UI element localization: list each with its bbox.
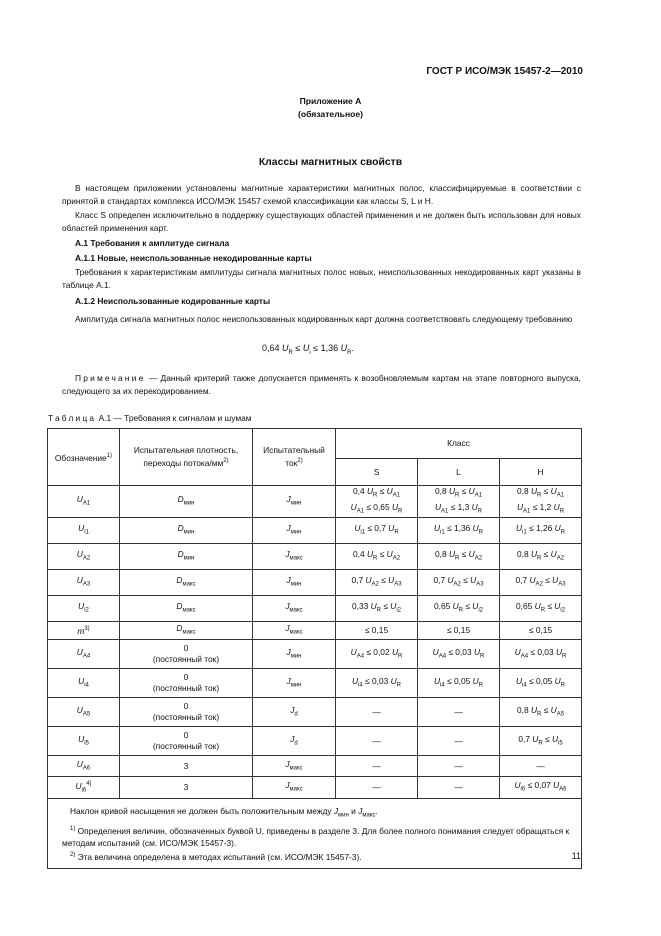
section-a12-text: Амплитуда сигнала магнитных полос неиспользованных кодированных карт должна соответствовать следующему требованию xyxy=(75,314,573,324)
table-row: $U_{i2}$ $D_{макс}$ $J_{макс}$ 0,33 $U_R \le U_{i2}$ 0,65 $U_R \le U_{i2}$ 0,65 $U_R \le U_{i2}$ xyxy=(48,596,582,622)
table-row: $U_{i5}$ 0 (постоянный ток) $J_d$ — — 0,7 $U_R \le U_{i5}$ xyxy=(48,727,582,756)
table-row: $U_{A1}$ $D_{мин}$ $J_{мин}$ 0,4 $U_R \le U_{A1}$ $U_{A1} \le 0,65$ $U_R$ 0,8 $U_R \le U_{A1}$ $U_{A1} \le 1,3$ $U_R$ 0,8 $U_R \le U_{A1}$ $U_{A1} \le 1,2$ $U_R$ xyxy=(48,486,582,518)
table-caption: Таблица А.1 — Требования к сигналам и шумам xyxy=(48,413,252,423)
section-a12-heading: А.1.2 Неиспользованные кодированные карты xyxy=(75,296,271,306)
table-row: $U_{A6}$ 3 $J_{макс}$ — — — xyxy=(48,756,582,777)
section-a11-text: Требования к характеристикам амплитуды сигнала магнитных полос новых, неиспользованных некодированных карт указаны в таблице А.1. xyxy=(62,267,581,290)
table-notes: Наклон кривой насыщения не должен быть положительным между $J_{мин}$ и $J_{макс}$. $^{1)}$ Определения величин, обозначенных буквой U, приведены в разделе 3. Для более полного понимания следует обращаться к методам испытаний (см. ИСО/МЭК 15457-3). $^{2)}$ Эта величина определена в методах испытаний (см. ИСО/МЭК 15457-3). xyxy=(48,799,582,868)
table-row: $U_{A4}$ 0 (постоянный ток) $J_{мин}$ $U_{A4} \le 0,02$ $U_R$ $U_{A4} \le 0,03$ $U_R$ $U_{A4} \le 0,03$ $U_R$ xyxy=(48,640,582,669)
formula: 0,64 $U_R \le U_i \le 1,36$ $U_R$. xyxy=(262,343,354,356)
header-density: Испытательная плотность, переходы потока/$мм^{2)}$ xyxy=(120,429,253,486)
note-paragraph xyxy=(62,372,581,398)
section-title: Классы магнитных свойств xyxy=(258,157,403,168)
table-row: $U_{i1}$ $D_{мин}$ $J_{мин}$ $U_{i1} \le 0,7$ $U_R$ $U_{i1} \le 1,36$ $U_R$ $U_{i1} \le 1,26$ $U_R$ xyxy=(48,518,582,544)
section-a1-heading: А.1 Требования к амплитуде сигнала xyxy=(75,238,230,248)
header-class-l: L xyxy=(418,459,500,486)
table-row: $m^{3)}$ $D_{макс}$ $J_{макс}$ ≤ 0,15 ≤ 0,15 ≤ 0,15 xyxy=(48,622,582,640)
appendix-subtitle: (обязательное) xyxy=(297,109,364,119)
table-row: $U_{A5}$ 0 (постоянный ток) $J_d$ — — 0,8 $U_R \le U_{A5}$ xyxy=(48,698,582,727)
table-row: $U_{A3}$ $D_{макс}$ $J_{мин}$ 0,7 $U_{A2} \le U_{A3}$ 0,7 $U_{A2} \le U_{A3}$ 0,7 $U_{A2} \le U_{A3}$ xyxy=(48,570,582,596)
header-class-h: H xyxy=(500,459,582,486)
section-a11-heading: А.1.1 Новые, неиспользованные некодированные карты xyxy=(75,253,312,263)
table-row: $U_{i6}^{4)}$ 3 $J_{макс}$ — — $U_{i6} \le 0,07$ $U_{A6}$ xyxy=(48,777,582,799)
note-label: Примечание xyxy=(75,373,146,383)
table-row: $U_{A2}$ $D_{мин}$ $J_{макс}$ 0,4 $U_R \le U_{A2}$ 0,8 $U_R \le U_{A2}$ 0,8 $U_R \le U_{A2}$ xyxy=(48,544,582,570)
table-header-row xyxy=(48,429,582,459)
requirements-table xyxy=(47,428,582,869)
intro-paragraph-1: В настоящем приложении установлены магнитные характеристики магнитных полос, классифицируемые в соответствии с принятой в стандартах комплекса ИСО/МЭК 15457 схемой классификации как классы S, L и H. xyxy=(62,183,581,206)
header-class: Класс xyxy=(336,429,582,459)
note-text: — Данный критерий также допускается применять к возобновляемым картам на этапе повторного выпуска, следующего за их перекодированием. xyxy=(62,373,581,396)
page-number: 11 xyxy=(571,851,581,861)
header-current: Испытательный ток$^{2)}$ xyxy=(253,429,336,486)
header-class-s: S xyxy=(336,459,418,486)
appendix-title: Приложение А xyxy=(299,96,362,106)
intro-paragraph-2: Класс S определен исключительно в поддержку существующих областей применения и не должен быть использован для новых областей применения карт. xyxy=(62,210,581,233)
table-notes-row xyxy=(48,799,582,868)
document-header: ГОСТ Р ИСО/МЭК 15457-2—2010 xyxy=(426,66,583,77)
table-row: $U_{i4}$ 0 (постоянный ток) $J_{мин}$ $U_{i4} \le 0,03$ $U_R$ $U_{i4} \le 0,05$ $U_R$ $U_{i4} \le 0,05$ $U_R$ xyxy=(48,669,582,698)
header-designation: Обозначение$^{1)}$ xyxy=(48,429,120,486)
